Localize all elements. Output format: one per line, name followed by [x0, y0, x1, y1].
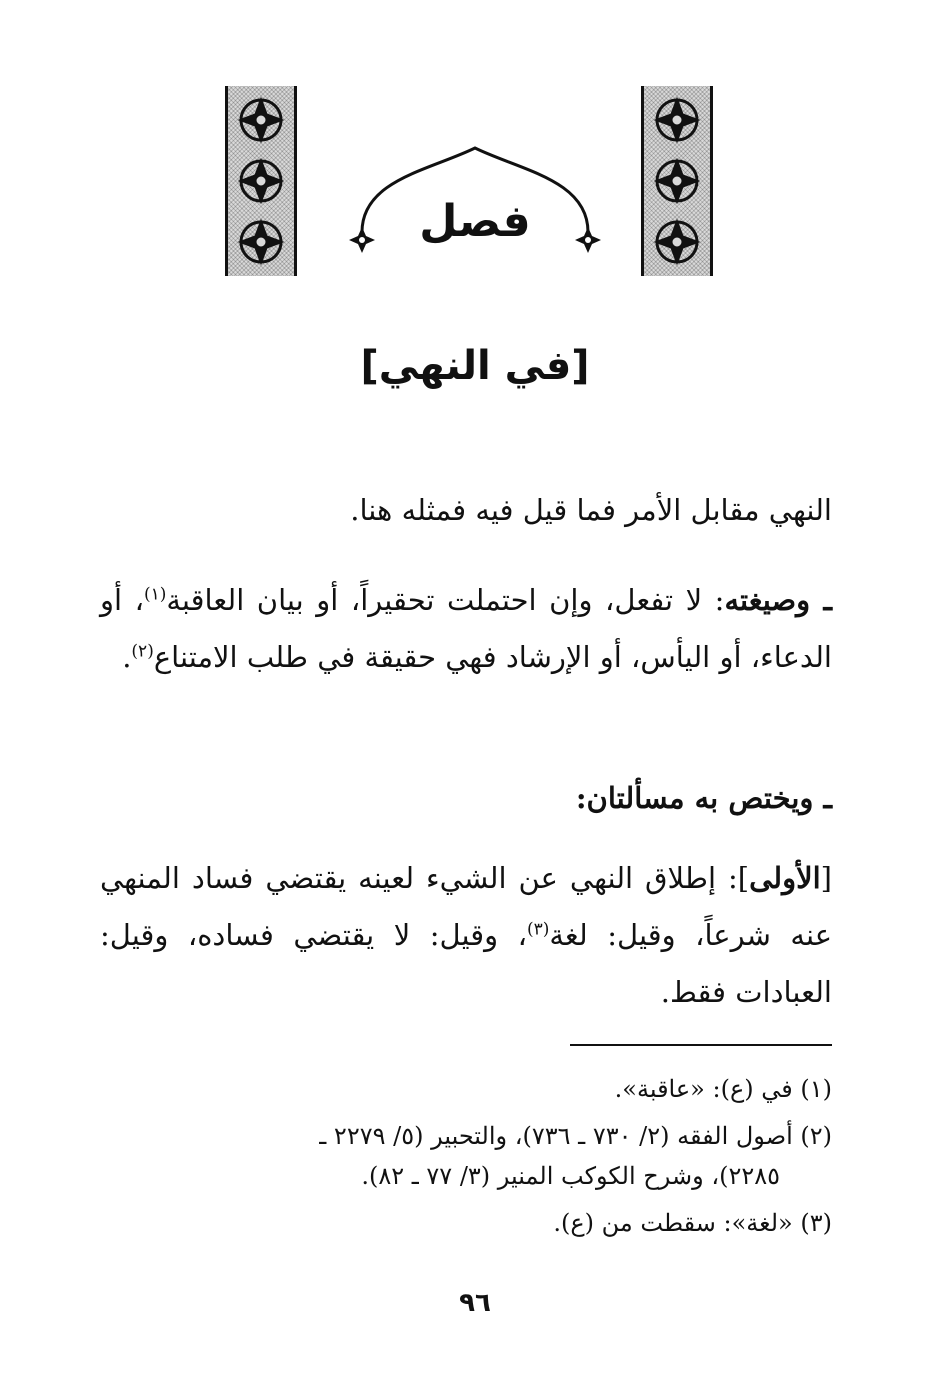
- ornament-pillar-left: [225, 86, 297, 276]
- footnote-2: (٢) أصول الفقه (٢/ ٧٣٠ ـ ٧٣٦)، والتحبير (٥/ ٢٢٧٩ ـ: [319, 1122, 832, 1150]
- ornament-pillar-right: [641, 86, 713, 276]
- rosette-column-icon: [644, 86, 710, 276]
- footnote-ref-2: (٢): [131, 641, 154, 662]
- paragraph-intro: النهي مقابل الأمر فما قيل فيه فمثله هنا.: [350, 493, 832, 527]
- footnote-3: (٣) «لغة»: سقطت من (ع).: [553, 1209, 832, 1237]
- paragraph-text: ]: إطلاق النهي عن الشيء لعينه يقتضي فساد المنهي عنه شرعاً، وقيل: لغة: [100, 861, 832, 952]
- footnote-ref-1: (١): [143, 584, 167, 605]
- paragraph-issues-heading: [100, 770, 832, 827]
- footnote-divider: [570, 1044, 832, 1046]
- paragraph-text: : لا تفعل، وإن احتملت تحقيراً، أو بيان العاقبة: [166, 583, 725, 617]
- section-title: [في النهي]: [360, 343, 590, 389]
- paragraph-text: ، وقيل: لا يقتضي فساده، وقيل: العبادات فقط.: [100, 918, 832, 1009]
- paragraph-forms: [100, 572, 832, 686]
- footnotes: [100, 1070, 832, 1251]
- bracket-open: [: [820, 861, 832, 895]
- paragraph-first-issue: [100, 850, 832, 1021]
- rosette-column-icon: [228, 86, 294, 276]
- footnote-1: (١) في (ع): «عاقبة».: [614, 1075, 832, 1103]
- paragraph-text: ، أو الدعاء، أو اليأس، أو الإرشاد فهي حقيقة في طلب الامتناع: [100, 583, 832, 674]
- paragraph-text: .: [122, 640, 132, 674]
- footnote-ref-3: (٣): [526, 919, 550, 940]
- chapter-heading: فصل: [419, 196, 531, 247]
- paragraph-lead: الأولى: [749, 861, 821, 895]
- footnote-2-continued: ٢٢٨٥)، وشرح الكوكب المنير (٣/ ٧٧ ـ ٨٢).: [361, 1162, 780, 1190]
- page-number: ٩٦: [459, 1288, 491, 1318]
- paragraph-lead: ـ ويختص به مسألتان:: [575, 781, 832, 815]
- paragraph-lead: ـ وصيغته: [724, 583, 833, 617]
